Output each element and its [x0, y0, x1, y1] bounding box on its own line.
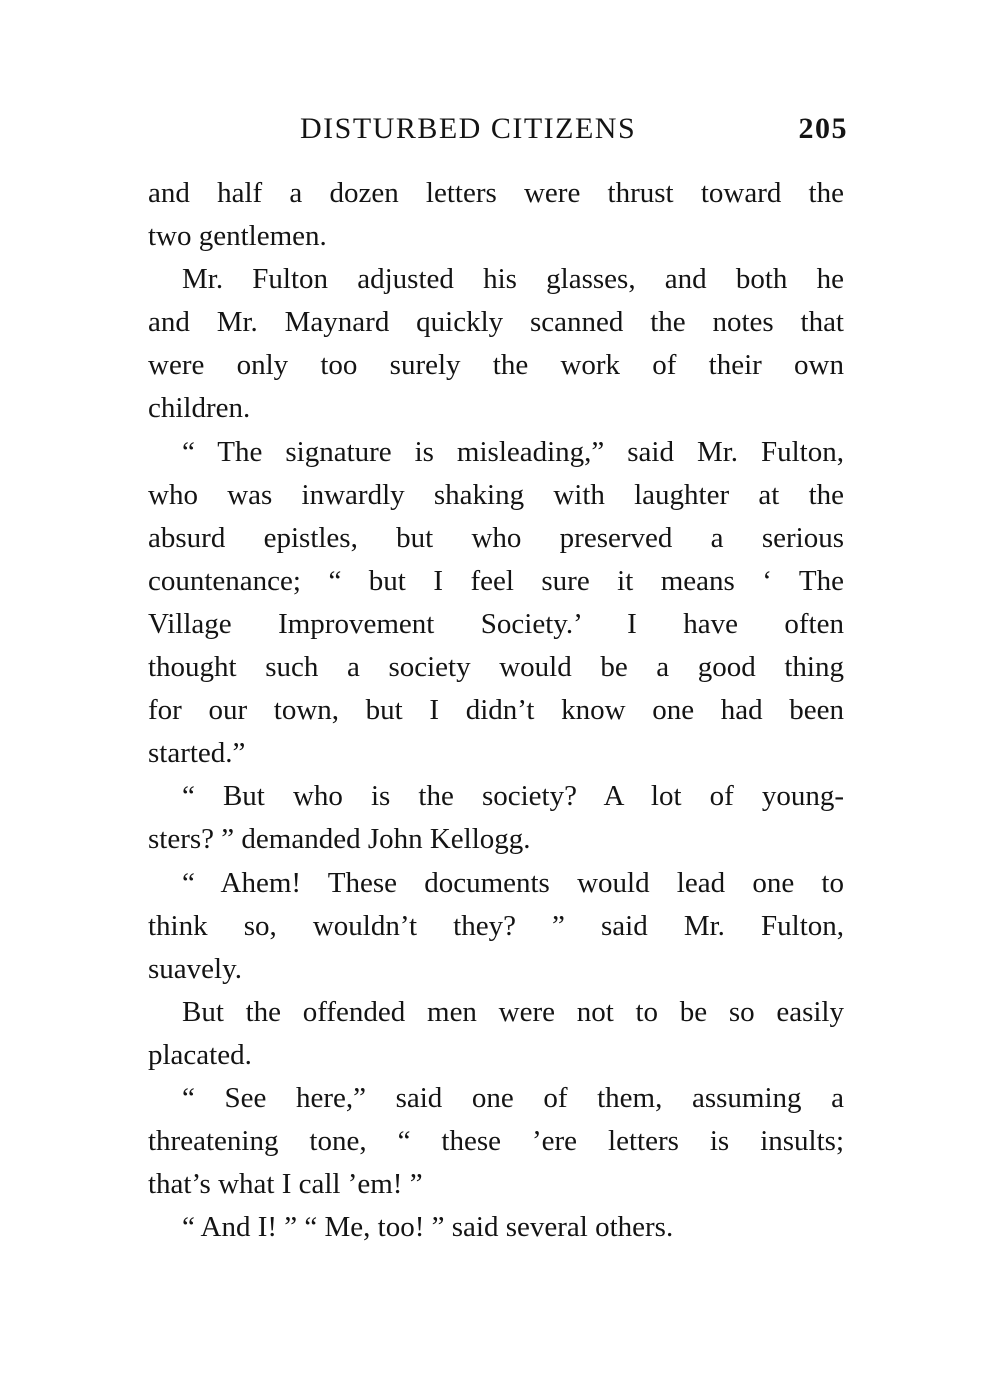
text-line: “ Ahem! These documents would lead one to: [182, 866, 844, 899]
text-line: countenance; “ but I feel sure it means ‘ The: [148, 564, 844, 597]
text-line: suavely.: [148, 952, 242, 985]
text-line: “ The signature is misleading,” said Mr. Fulton,: [182, 435, 844, 468]
running-title: DISTURBED CITIZENS: [300, 112, 637, 145]
text-line: two gentlemen.: [148, 220, 327, 253]
page-number: 205: [798, 112, 848, 145]
text-line: who was inwardly shaking with laughter at the: [148, 478, 844, 511]
text-line: “ And I! ” “ Me, too! ” said several others.: [182, 1211, 674, 1244]
text-line: absurd epistles, but who preserved a serious: [148, 521, 844, 554]
text-line: think so, wouldn’t they? ” said Mr. Fulton,: [148, 909, 844, 942]
text-line: threatening tone, “ these ’ere letters is insults;: [148, 1125, 844, 1158]
text-line: were only too surely the work of their own: [148, 349, 844, 382]
text-line: “ See here,” said one of them, assuming a: [182, 1081, 844, 1114]
text-line: sters? ” demanded John Kellogg.: [148, 823, 531, 856]
text-line: “ But who is the society? A lot of young-: [182, 780, 844, 813]
text-line: for our town, but I didn’t know one had been: [148, 694, 844, 727]
body-text: [148, 172, 844, 1249]
page-header: [148, 104, 848, 154]
text-line: and Mr. Maynard quickly scanned the notes that: [148, 306, 844, 339]
text-line: thought such a society would be a good thing: [148, 651, 844, 684]
text-line: But the offended men were not to be so easily: [182, 995, 844, 1028]
text-line: placated.: [148, 1038, 252, 1071]
text-line: and half a dozen letters were thrust toward the: [148, 177, 844, 209]
text-line: Mr. Fulton adjusted his glasses, and both he: [182, 263, 844, 296]
text-line: started.”: [148, 737, 246, 770]
text-line: that’s what I call ’em! ”: [148, 1168, 423, 1201]
text-line: children.: [148, 392, 251, 425]
text-line: Village Improvement Society.’ I have often: [148, 607, 844, 640]
